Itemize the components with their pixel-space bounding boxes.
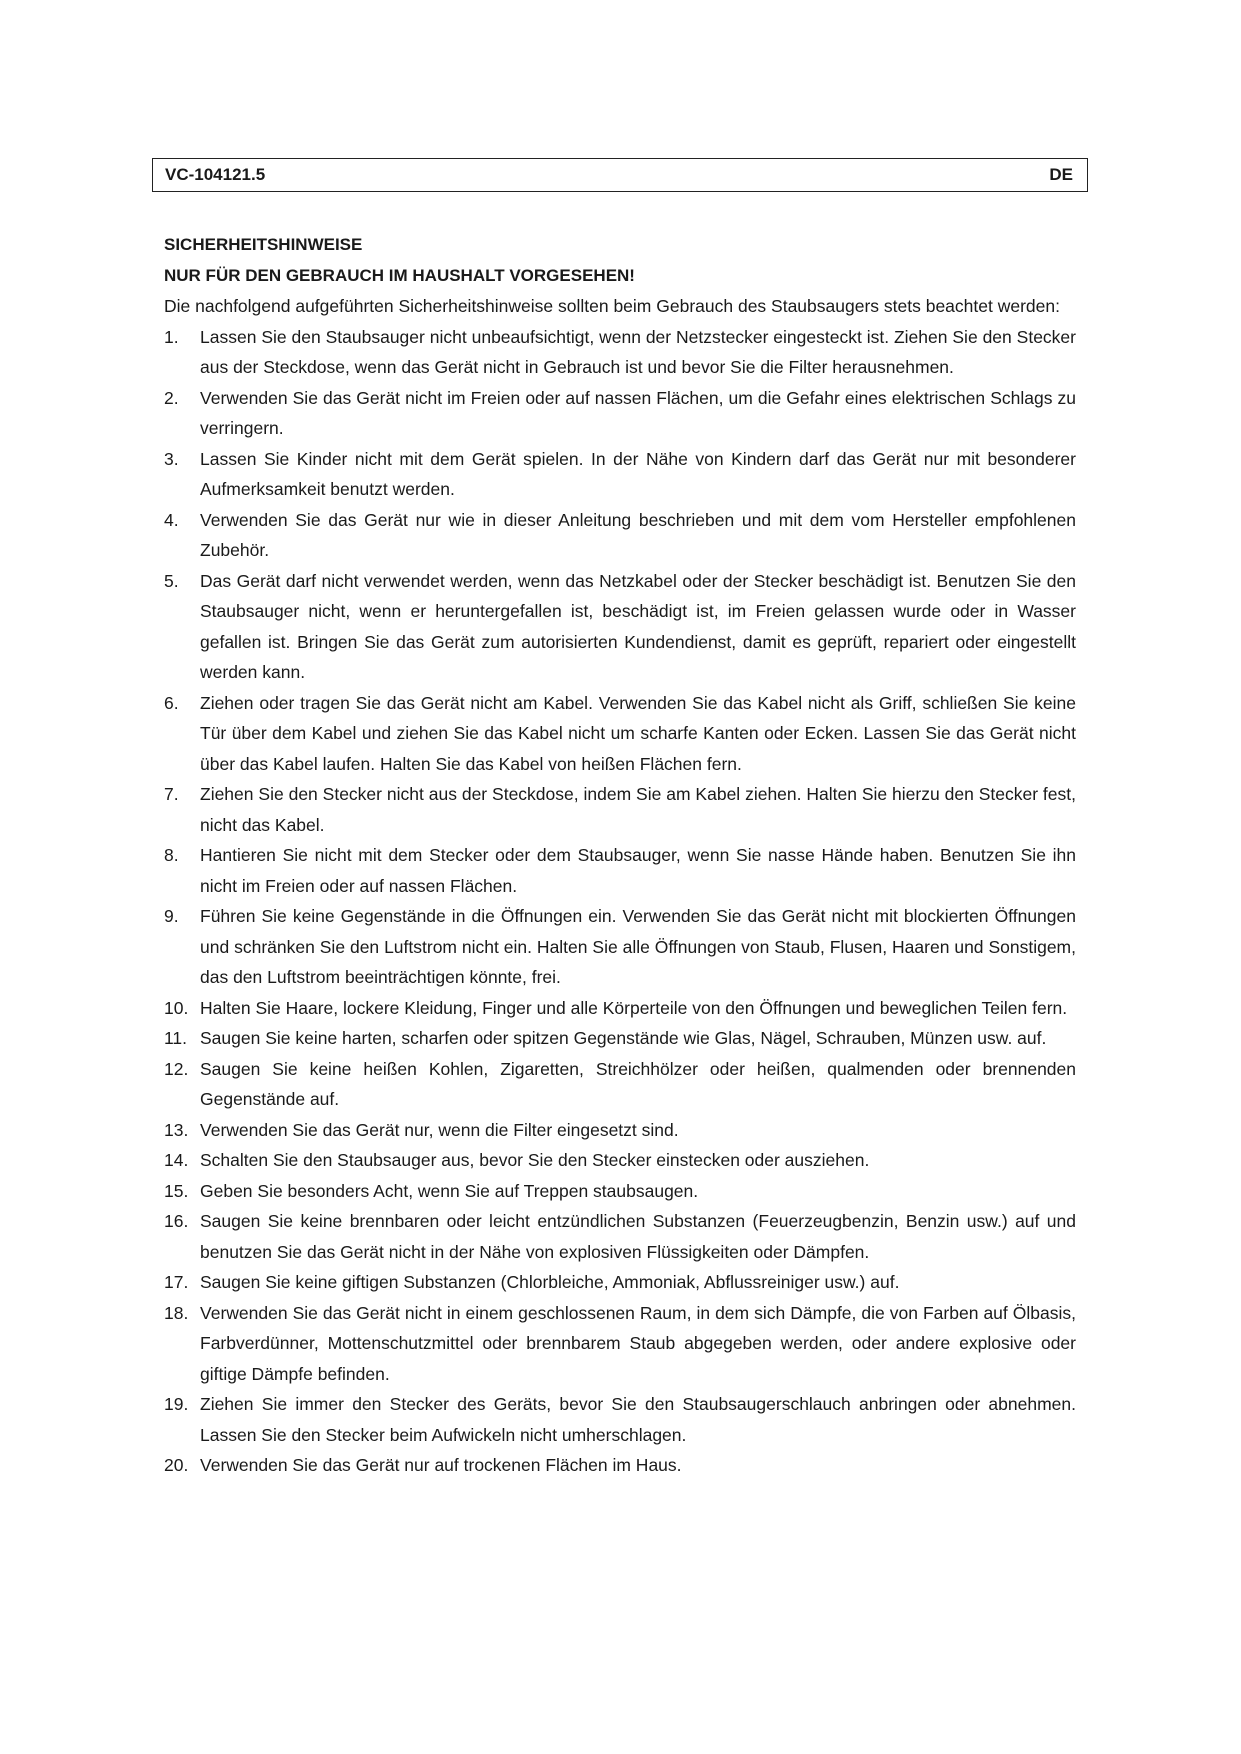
item-number: 7.	[164, 784, 179, 804]
item-number: 4.	[164, 509, 179, 530]
section-title: SICHERHEITSHINWEISE	[164, 235, 363, 254]
item-number: 6.	[164, 692, 179, 713]
list-item	[164, 1450, 1076, 1481]
item-number: 10.	[164, 997, 189, 1018]
item-text: Halten Sie Haare, lockere Kleidung, Finger und alle Körperteile von den Öffnungen und beweglichen Teilen fern.	[200, 997, 1068, 1018]
item-text: Geben Sie besonders Acht, wenn Sie auf Treppen staubsaugen.	[200, 1180, 699, 1201]
list-item	[164, 566, 1076, 688]
item-number: 2.	[164, 387, 179, 408]
item-text: Saugen Sie keine brennbaren oder leicht entzündlichen Substanzen (Feuerzeugbenzin, Benzin usw.) auf und benutzen Sie das Gerät nicht in der Nähe von explosiven Flüssigkeiten oder Dämpfen.	[200, 1211, 1076, 1262]
intro-text: Die nachfolgend aufgeführten Sicherheitshinweise sollten beim Gebrauch des Staubsaugers stets beachtet werden:	[164, 296, 1060, 316]
item-text: Verwenden Sie das Gerät nicht im Freien oder auf nassen Flächen, um die Gefahr eines elektrischen Schlags zu verringern.	[200, 387, 1076, 438]
item-text: Lassen Sie Kinder nicht mit dem Gerät spielen. In der Nähe von Kindern darf das Gerät nur mit besonderer Aufmerksamkeit benutzt werden.	[200, 448, 1076, 499]
list-item	[164, 1023, 1076, 1054]
list-item	[164, 1115, 1076, 1146]
list-item	[164, 383, 1076, 444]
safety-section	[164, 230, 1076, 1481]
item-text: Hantieren Sie nicht mit dem Stecker oder dem Staubsauger, wenn Sie nasse Hände haben. Benutzen Sie ihn nicht im Freien oder auf nassen Flächen.	[200, 845, 1076, 896]
list-item	[164, 840, 1076, 901]
list-item	[164, 1145, 1076, 1176]
item-number: 20.	[164, 1455, 189, 1475]
item-number: 19.	[164, 1394, 189, 1414]
list-item	[164, 444, 1076, 505]
item-number: 3.	[164, 448, 179, 469]
list-item	[164, 1298, 1076, 1390]
item-text: Ziehen Sie den Stecker nicht aus der Steckdose, indem Sie am Kabel ziehen. Halten Sie hierzu den Stecker fest, nicht das Kabel.	[200, 784, 1076, 835]
item-text: Saugen Sie keine harten, scharfen oder spitzen Gegenstände wie Glas, Nägel, Schrauben, Münzen usw. auf.	[200, 1028, 1047, 1048]
list-item	[164, 1054, 1076, 1115]
safety-list	[164, 322, 1076, 1481]
item-text: Führen Sie keine Gegenstände in die Öffnungen ein. Verwenden Sie das Gerät nicht mit blockierten Öffnungen und schränken Sie den Luftstrom nicht ein. Halten Sie alle Öffnungen von Staub, Flusen, Haaren und Sonstigem, das den Luftstrom beeinträchtigen könnte, frei.	[200, 906, 1076, 987]
list-item	[164, 1176, 1076, 1207]
item-number: 11.	[164, 1028, 188, 1048]
language-code: DE	[1049, 165, 1073, 184]
item-text: Saugen Sie keine heißen Kohlen, Zigaretten, Streichhölzer oder heißen, qualmenden oder brennenden Gegenstände auf.	[200, 1058, 1076, 1109]
item-number: 14.	[164, 1150, 189, 1170]
item-text: Verwenden Sie das Gerät nur, wenn die Filter eingesetzt sind.	[200, 1119, 679, 1140]
list-item	[164, 505, 1076, 566]
list-item	[164, 901, 1076, 993]
item-text: Verwenden Sie das Gerät nicht in einem geschlossenen Raum, in dem sich Dämpfe, die von Farben auf Ölbasis, Farbverdünner, Mottenschutzmittel oder brennbarem Staub abgegeben werden, oder andere explosive oder giftige Dämpfe befinden.	[200, 1302, 1076, 1384]
list-item	[164, 993, 1076, 1024]
list-item	[164, 322, 1076, 383]
list-item	[164, 1267, 1076, 1298]
list-item	[164, 1206, 1076, 1267]
item-number: 1.	[164, 326, 179, 347]
item-number: 13.	[164, 1119, 189, 1140]
item-number: 9.	[164, 906, 179, 926]
list-item	[164, 779, 1076, 840]
item-text: Ziehen oder tragen Sie das Gerät nicht am Kabel. Verwenden Sie das Kabel nicht als Griff, schließen Sie keine Tür über dem Kabel und ziehen Sie das Kabel nicht um scharfe Kanten oder Ecken. Lassen Sie das Gerät nicht über das Kabel laufen. Halten Sie das Kabel von heißen Flächen fern.	[200, 692, 1076, 774]
item-number: 12.	[164, 1058, 189, 1079]
item-text: Schalten Sie den Staubsauger aus, bevor Sie den Stecker einstecken oder ausziehen.	[200, 1150, 870, 1170]
list-item	[164, 1389, 1076, 1450]
item-number: 15.	[164, 1180, 189, 1201]
document-header	[152, 158, 1088, 192]
item-text: Ziehen Sie immer den Stecker des Geräts, bevor Sie den Staubsaugerschlauch anbringen oder abnehmen. Lassen Sie den Stecker beim Aufwickeln nicht umherschlagen.	[200, 1394, 1076, 1445]
item-number: 16.	[164, 1211, 189, 1231]
model-number: VC-104121.5	[165, 165, 266, 184]
item-number: 5.	[164, 570, 179, 591]
item-text: Verwenden Sie das Gerät nur auf trockenen Flächen im Haus.	[200, 1455, 682, 1475]
item-text: Saugen Sie keine giftigen Substanzen (Chlorbleiche, Ammoniak, Abflussreiniger usw.) auf.	[200, 1272, 900, 1292]
item-number: 18.	[164, 1302, 189, 1323]
item-number: 8.	[164, 845, 179, 865]
item-number: 17.	[164, 1272, 189, 1292]
item-text: Lassen Sie den Staubsauger nicht unbeaufsichtigt, wenn der Netzstecker eingesteckt ist. Ziehen Sie den Stecker aus der Steckdose, wenn das Gerät nicht in Gebrauch ist und bevor Sie die Filter herausnehmen.	[200, 326, 1076, 377]
item-text: Verwenden Sie das Gerät nur wie in dieser Anleitung beschrieben und mit dem vom Hersteller empfohlenen Zubehör.	[200, 509, 1076, 560]
section-subtitle: NUR FÜR DEN GEBRAUCH IM HAUSHALT VORGESEHEN!	[164, 265, 635, 285]
item-text: Das Gerät darf nicht verwendet werden, wenn das Netzkabel oder der Stecker beschädigt ist. Benutzen Sie den Staubsauger nicht, wenn er heruntergefallen ist, beschädigt ist, im Freien gelassen wurde oder in Wasser gefallen ist. Bringen Sie das Gerät zum autorisierten Kundendienst, damit es geprüft, repariert oder eingestellt werden kann.	[200, 570, 1076, 682]
list-item	[164, 688, 1076, 780]
